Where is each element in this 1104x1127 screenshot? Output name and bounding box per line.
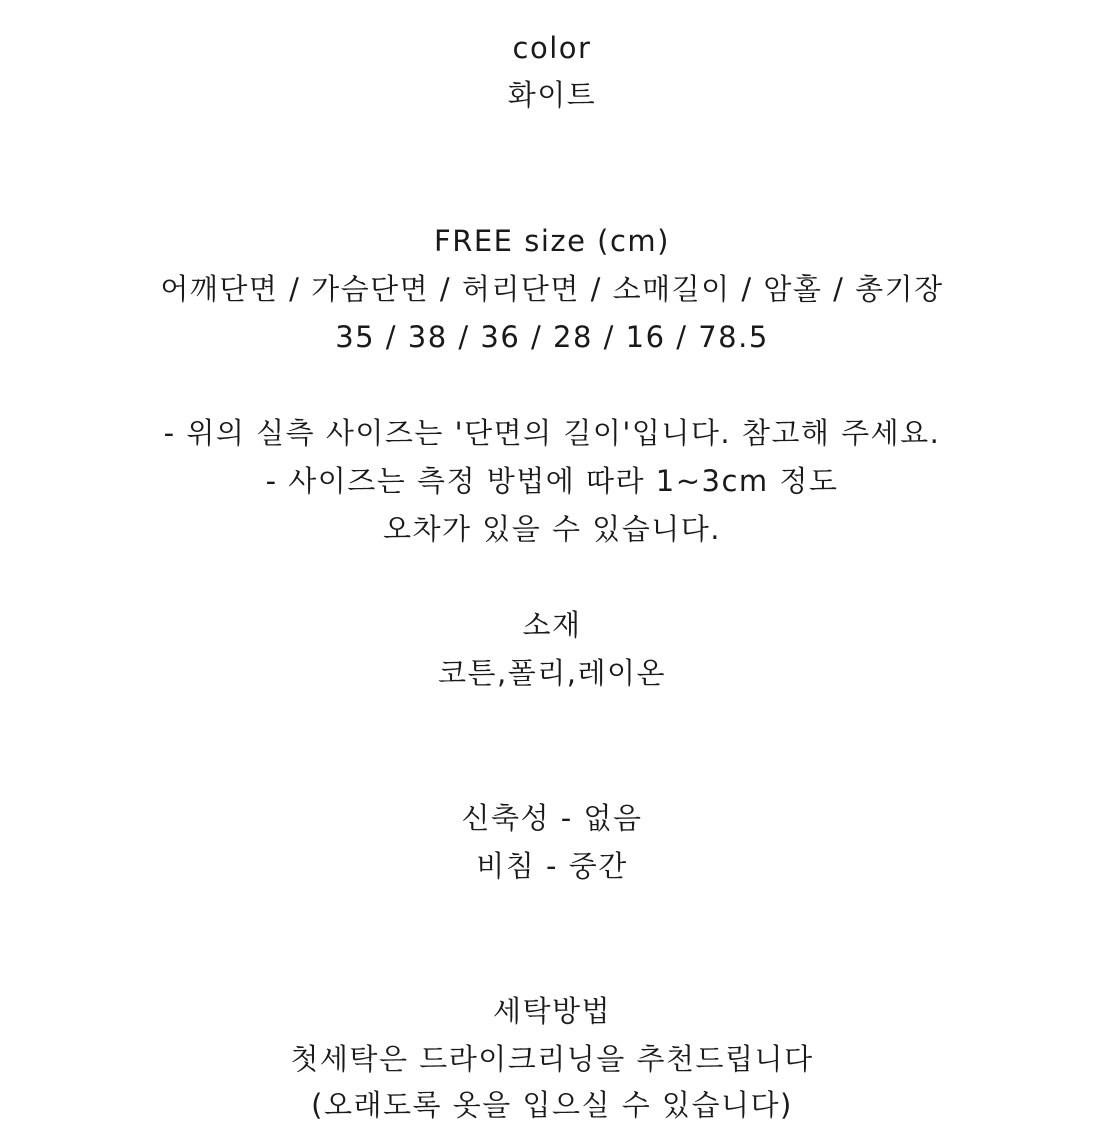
note-tolerance-continued: 오차가 있을 수 있습니다.	[382, 512, 721, 546]
sheer-property: 비침 - 중간	[476, 849, 628, 883]
material-value: 코튼,폴리,레이온	[437, 656, 667, 690]
washing-label: 세탁방법	[492, 994, 612, 1028]
stretch-property: 신축성 - 없음	[461, 801, 643, 835]
washing-line-1: 첫세탁은 드라이크리닝을 추천드립니다	[290, 1042, 814, 1076]
note-tolerance: - 사이즈는 측정 방법에 따라 1~3cm 정도	[265, 464, 839, 498]
washing-line-2: (오래도록 옷을 입으실 수 있습니다)	[311, 1088, 793, 1122]
material-label: 소재	[522, 608, 582, 642]
size-title: FREE size (cm)	[434, 224, 670, 258]
size-values: 35 / 38 / 36 / 28 / 16 / 78.5	[335, 320, 769, 354]
color-value: 화이트	[507, 78, 597, 112]
note-measurement: - 위의 실측 사이즈는 '단면의 길이'입니다. 참고해 주세요.	[163, 416, 941, 450]
color-label: color	[512, 31, 592, 65]
size-headers: 어깨단면 / 가슴단면 / 허리단면 / 소매길이 / 암홀 / 총기장	[160, 272, 944, 306]
